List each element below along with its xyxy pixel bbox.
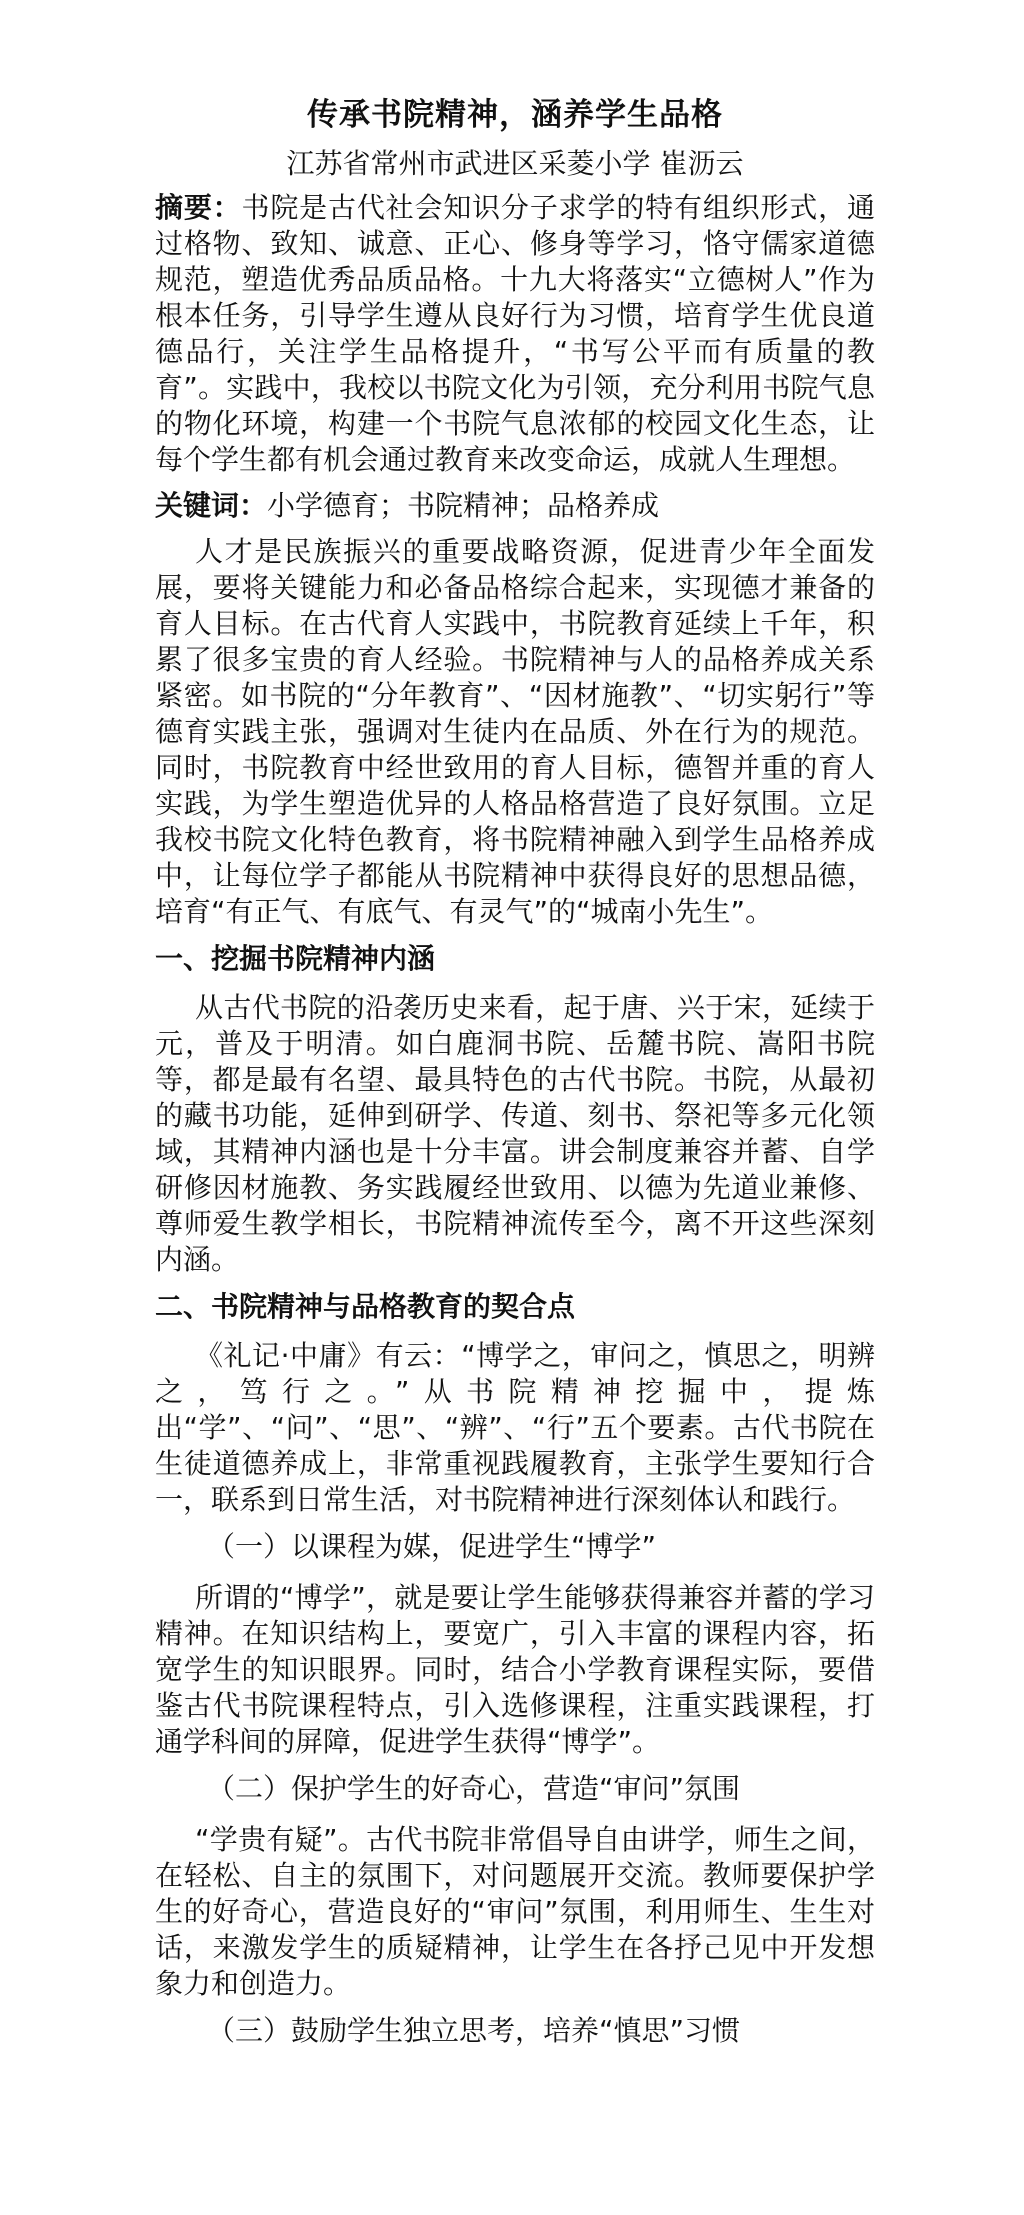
- author-line: 江苏省常州市武进区采菱小学 崔沥云: [286, 147, 744, 180]
- subsection1-paragraph: 所谓的“博学”，就是要让学生能够获得兼容并蓄的学习精神。在知识结构上，要宽广，引入丰富的课程内容，拓宽学生的知识眼界。同时，结合小学教育课程实际，要借鉴古代书院课程特点，引入选修课程，注重实践课程，打通学科间的屏障，促进学生获得“博学”。: [155, 1581, 875, 1758]
- abstract-label: 摘要：: [155, 191, 242, 224]
- section2-paragraph: 《礼记·中庸》有云：“博学之，审问之，慎思之，明辨之，笃行之。”从书院精神挖掘中，提炼出“学”、“问”、“思”、“辨”、“行”五个要素。古代书院在生徒道德养成上，非常重视践履教育，主张学生要知行合一，联系到日常生活，对书院精神进行深刻体认和践行。: [155, 1339, 875, 1516]
- keywords-label: 关键词：: [155, 489, 268, 522]
- section1-paragraph: 从古代书院的沿袭历史来看，起于唐、兴于宋，延续于元，普及于明清。如白鹿洞书院、岳麓书院、嵩阳书院等，都是最有名望、最具特色的古代书院。书院，从最初的藏书功能，延伸到研学、传道、刻书、祭祀等多元化领域，其精神内涵也是十分丰富。讲会制度兼容并蓄、自学研修因材施教、务实践履经世致用、以德为先道业兼修、尊师爱生教学相长，书院精神流传至今，离不开这些深刻内涵。: [155, 991, 875, 1276]
- subsection2-heading: （二）保护学生的好奇心，营造“审问”氛围: [207, 1772, 741, 1805]
- subsection2-paragraph: “学贵有疑”。古代书院非常倡导自由讲学，师生之间，在轻松、自主的氛围下，对问题展开交流。教师要保护学生的好奇心，营造良好的“审问”氛围，利用师生、生生对话，来激发学生的质疑精神，让学生在各抒己见中开发想象力和创造力。: [155, 1823, 875, 2000]
- abstract-paragraph: [155, 190, 875, 478]
- section1-heading: 一、挖掘书院精神内涵: [155, 942, 436, 975]
- keywords-paragraph: [155, 488, 875, 524]
- section2-heading: 二、书院精神与品格教育的契合点: [155, 1290, 576, 1323]
- document-page: [155, 92, 875, 2064]
- abstract-text: 书院是古代社会知识分子求学的特有组织形式，通过格物、致知、诚意、正心、修身等学习，恪守儒家道德规范，塑造优秀品质品格。十九大将落实“立德树人”作为根本任务，引导学生遵从良好行为习惯，培育学生优良道德品行，关注学生品格提升，“书写公平而有质量的教育”。实践中，我校以书院文化为引领，充分利用书院气息的物化环境，构建一个书院气息浓郁的校园文化生态，让每个学生都有机会通过教育来改变命运，成就人生理想。: [155, 191, 875, 476]
- subsection3-heading: （三）鼓励学生独立思考，培养“慎思”习惯: [207, 2014, 741, 2047]
- keywords-text: 小学德育；书院精神；品格养成: [267, 489, 660, 522]
- document-title: 传承书院精神，涵养学生品格: [307, 97, 723, 133]
- subsection1-heading: （一）以课程为媒，促进学生“博学”: [207, 1530, 657, 1563]
- intro-paragraph: 人才是民族振兴的重要战略资源，促进青少年全面发展，要将关键能力和必备品格综合起来，实现德才兼备的育人目标。在古代育人实践中，书院教育延续上千年，积累了很多宝贵的育人经验。书院精神与人的品格养成关系紧密。如书院的“分年教育”、“因材施教”、“切实躬行”等德育实践主张，强调对生徒内在品质、外在行为的规范。同时，书院教育中经世致用的育人目标，德智并重的育人实践，为学生塑造优异的人格品格营造了良好氛围。立足我校书院文化特色教育，将书院精神融入到学生品格养成中，让每位学子都能从书院精神中获得良好的思想品德，培育“有正气、有底气、有灵气”的“城南小先生”。: [155, 535, 875, 928]
